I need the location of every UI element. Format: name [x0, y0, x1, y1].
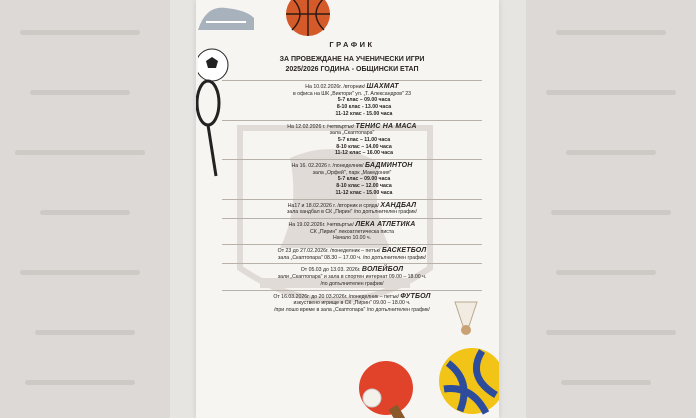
event-time-row: 11-12 клас - 15.00 часа [335, 110, 393, 117]
schedule-content [222, 40, 482, 316]
event-date: На 16. 02.2026 г. /понеделник/ [291, 163, 366, 170]
event-sport: ХАНДБАЛ [380, 201, 417, 209]
page-title: ГРАФИК [329, 40, 375, 49]
event-location: зала „Скаптопара" 08.30 – 17.00 ч. /по допълнителен график/ [278, 254, 426, 261]
event-location: зала хандбал в СК „Пирин" /по допълнителен график/ [287, 209, 417, 216]
event-note: /при лошо време в зала „Скаптопара" /по допълнителен график/ [274, 306, 430, 313]
event-badminton [222, 159, 482, 199]
event-chess [222, 80, 482, 120]
event-location: зала „Скаптопара" [329, 130, 375, 137]
event-time-row: 11-12 клас - 15.00 часа [335, 189, 393, 196]
event-athletics [222, 218, 482, 244]
event-football [222, 290, 482, 316]
event-date: От 23 до 27.02.2026г. /понеделник – петък/ [277, 248, 382, 255]
subtitle-line-2: 2025/2026 ГОДИНА - ОБЩИНСКИ ЕТАП [285, 66, 419, 73]
event-table-tennis [222, 120, 482, 160]
event-date: На 10.02.2026г. /вторник/ [305, 84, 367, 90]
blurred-background-right [526, 0, 696, 418]
event-sport: ТЕНИС НА МАСА [355, 122, 417, 130]
event-sport: БАДМИНТОН [365, 162, 413, 170]
event-sport: ШАХМАТ [366, 83, 399, 90]
volleyball-icon [436, 345, 499, 418]
event-date: От 05.03 до 13.03. 2026г. [300, 267, 362, 274]
event-location: зала „Орфей", парк „Македония" [312, 169, 392, 176]
event-start-time: Начало 10.00 ч. [332, 235, 372, 242]
schedule-poster [196, 0, 499, 418]
event-location: зали „Скаптопара" и зала в спортен интернат 09.00 – 18.00 ч. [277, 274, 427, 281]
event-time-row: 11-12 клас – 16.00 часа [334, 150, 394, 157]
event-date: На 19.02.2026г. /четвъртък/ [288, 221, 356, 228]
event-date: На 12.02.2026 г. /четвъртък/ [287, 123, 356, 130]
event-note: /по допълнителен график/ [320, 280, 384, 287]
event-handball [222, 199, 482, 218]
event-location: изкуствено игрище в СК „Пирин" 09.00 – 18.00 ч. [293, 300, 411, 307]
event-time-row: 5-7 клас – 09.00 часа [337, 97, 391, 104]
sneaker-icon [196, 0, 256, 35]
event-date: На17 и 18.02.2026 г. /вторник и сряда/ [287, 202, 381, 209]
event-sport: ЛЕКА АТЛЕТИКА [355, 220, 416, 228]
blurred-background-left [0, 0, 170, 418]
ping-pong-ball-icon [362, 388, 382, 408]
event-date: От 16.03.2026г. до 20 03.2026г. /понеделник – петък/ [273, 293, 401, 300]
event-time-row: 8-10 клас – 14.00 часа [336, 143, 392, 150]
event-location: СК „Пирин" лекоатлетическа писта [309, 228, 395, 235]
event-sport: БАСКЕТБОЛ [381, 247, 427, 255]
event-time-row: 5-7 клас – 11.00 часа [337, 136, 391, 143]
event-basketball [222, 244, 482, 263]
basketball-icon [284, 0, 332, 38]
tennis-racket-icon [196, 78, 224, 178]
event-time-row: 5-7 клас – 09.00 часа [337, 176, 391, 183]
event-location: в офиса на ШК „Виктори" ул. „Т. Александров" 23 [292, 90, 412, 97]
event-volleyball [222, 263, 482, 289]
event-sport: ВОЛЕЙБОЛ [361, 266, 404, 274]
event-time-row: 8-10 клас – 12.00 часа [336, 183, 392, 190]
subtitle-line-1: ЗА ПРОВЕЖДАНЕ НА УЧЕНИЧЕСКИ ИГРИ [279, 56, 425, 63]
event-sport: ФУТБОЛ [400, 292, 431, 300]
event-time-row: 8-10 клас - 13.00 часа [336, 104, 392, 111]
